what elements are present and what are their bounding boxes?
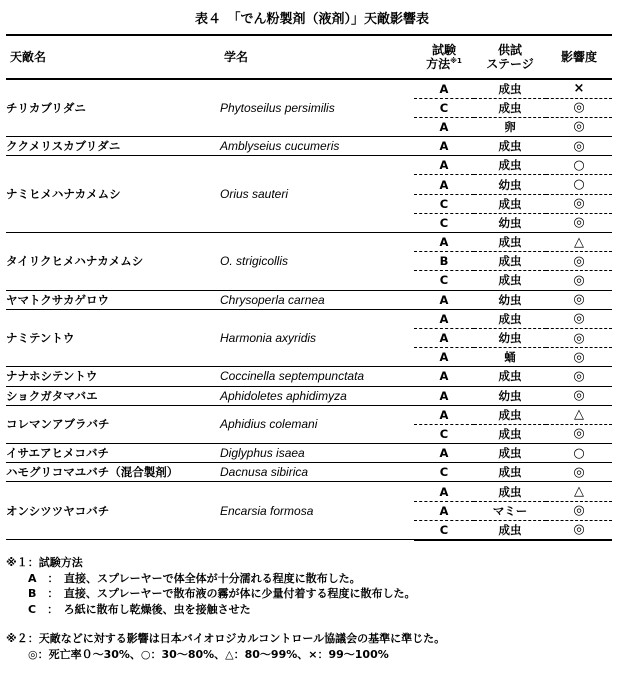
table-row [6,444,612,463]
scientific-name: Orius sauteri [220,156,414,233]
test-method: A [414,309,474,328]
effect-rating: ◎ [546,309,612,328]
test-method: C [414,194,474,213]
effect-rating: △ [546,405,612,424]
effect-rating: ◎ [546,290,612,309]
effect-rating: ○ [546,156,612,175]
test-method: A [414,79,474,98]
effect-rating: ◎ [546,501,612,520]
test-method: A [414,175,474,194]
test-stage: 成虫 [474,520,546,539]
table-row [6,463,612,482]
test-method: A [414,367,474,386]
test-stage: 成虫 [474,309,546,328]
test-stage: 卵 [474,117,546,136]
test-stage: 成虫 [474,98,546,117]
header-method-line2: 方法 [426,57,451,71]
header-stage-line1: 供試 [497,42,522,57]
header-method-line1: 試験 [431,42,456,57]
test-stage: 成虫 [474,194,546,213]
effect-rating: ◎ [546,213,612,232]
test-stage: 成虫 [474,271,546,290]
enemy-name: ハモグリコマユバチ（混合製剤） [6,463,220,482]
table-row [6,367,612,386]
table-row [6,156,612,175]
table-row [6,137,612,156]
scientific-name: Chrysoperla carnea [220,290,414,309]
header-sci: 学名 [220,35,414,79]
test-method: A [414,386,474,405]
scientific-name: Coccinella septempunctata [220,367,414,386]
enemy-name: コレマンアブラバチ [6,405,220,443]
header-row [6,35,612,79]
table-row [6,482,612,501]
test-method: A [414,405,474,424]
enemy-name: ナミテントウ [6,309,220,367]
test-method: A [414,137,474,156]
test-method: A [414,348,474,367]
effect-rating: ○ [546,444,612,463]
effect-rating: ◎ [546,424,612,443]
test-stage: 幼虫 [474,175,546,194]
table-row [6,386,612,405]
test-stage: 成虫 [474,79,546,98]
test-stage: 幼虫 [474,290,546,309]
enemy-name: ククメリスカブリダニ [6,137,220,156]
enemy-name: イサエアヒメコバチ [6,444,220,463]
note1-method-b: B ： 直接、スプレーヤーで散布液の霧が体に少量付着する程度に散布した。 [28,587,416,601]
effect-rating: △ [546,233,612,252]
effect-rating: ◎ [546,137,612,156]
header-stage [474,35,546,79]
effect-rating: ○ [546,175,612,194]
header-name: 天敵名 [6,35,220,79]
test-method: C [414,213,474,232]
test-method: A [414,156,474,175]
test-method: A [414,328,474,347]
scientific-name: Amblyseius cucumeris [220,137,414,156]
table-row [6,309,612,328]
natural-enemy-impact-table [6,34,612,541]
test-stage: 蛹 [474,348,546,367]
table-body [6,79,612,540]
footnotes [6,555,612,663]
enemy-name: ナミヒメハナカメムシ [6,156,220,233]
test-stage: マミー [474,501,546,520]
note2-title: ※２：天敵などに対する影響は日本バイオロジカルコントロール協議会の基準に準じた。 [6,632,446,646]
scientific-name: Encarsia formosa [220,482,414,540]
note1-method-a: A ： 直接、スプレーヤーで体全体が十分濡れる程度に散布した。 [28,571,361,585]
effect-rating: ◎ [546,386,612,405]
test-method: A [414,233,474,252]
test-stage: 成虫 [474,367,546,386]
effect-rating: ◎ [546,117,612,136]
enemy-name: チリカブリダニ [6,79,220,137]
effect-rating: △ [546,482,612,501]
effect-rating: ◎ [546,271,612,290]
test-method: A [414,501,474,520]
header-stage-line2: ステージ [486,57,534,71]
enemy-name: ヤマトクサカゲロウ [6,290,220,309]
header-effect: 影響度 [546,35,612,79]
test-method: C [414,520,474,539]
test-method: A [414,444,474,463]
scientific-name: Phytoseilus persimilis [220,79,414,137]
scientific-name: O. strigicollis [220,233,414,291]
effect-rating: ◎ [546,348,612,367]
scientific-name: Dacnusa sibirica [220,463,414,482]
scientific-name: Aphidoletes aphidimyza [220,386,414,405]
table-title: 表４ 「でん粉製剤（液剤）」天敵影響表 [194,12,429,27]
table-row [6,233,612,252]
test-stage: 成虫 [474,137,546,156]
note2-scale: ◎：死亡率０～30%、○：30～80%、△：80～99%、×：99～100% [28,647,389,661]
test-stage: 成虫 [474,405,546,424]
enemy-name: タイリクヒメハナカメムシ [6,233,220,291]
table-row [6,290,612,309]
test-stage: 成虫 [474,252,546,271]
scientific-name: Harmonia axyridis [220,309,414,367]
scientific-name: Aphidius colemani [220,405,414,443]
test-stage: 成虫 [474,482,546,501]
scientific-name: Diglyphus isaea [220,444,414,463]
note1-title: ※１：試験方法 [6,556,83,569]
enemy-name: ナナホシテントウ [6,367,220,386]
test-stage: 幼虫 [474,328,546,347]
effect-rating: ◎ [546,252,612,271]
test-method: C [414,98,474,117]
test-method: A [414,482,474,501]
test-method: C [414,463,474,482]
test-method: C [414,424,474,443]
note1-method-c: C ： ろ紙に散布し乾燥後、虫を接触させた [28,602,251,616]
test-stage: 成虫 [474,233,546,252]
test-stage: 成虫 [474,156,546,175]
test-method: C [414,271,474,290]
test-stage: 成虫 [474,444,546,463]
test-stage: 幼虫 [474,386,546,405]
header-method-note: ※1 [450,57,462,65]
effect-rating: × [546,79,612,98]
effect-rating: ◎ [546,463,612,482]
table-row [6,405,612,424]
test-stage: 成虫 [474,424,546,443]
enemy-name: オンシツツヤコバチ [6,482,220,540]
header-method [414,35,474,79]
effect-rating: ◎ [546,520,612,539]
test-stage: 成虫 [474,463,546,482]
effect-rating: ◎ [546,194,612,213]
test-method: A [414,117,474,136]
test-stage: 幼虫 [474,213,546,232]
effect-rating: ◎ [546,328,612,347]
test-method: B [414,252,474,271]
enemy-name: ショクガタマバエ [6,386,220,405]
effect-rating: ◎ [546,367,612,386]
table-row [6,79,612,98]
test-method: A [414,290,474,309]
effect-rating: ◎ [546,98,612,117]
